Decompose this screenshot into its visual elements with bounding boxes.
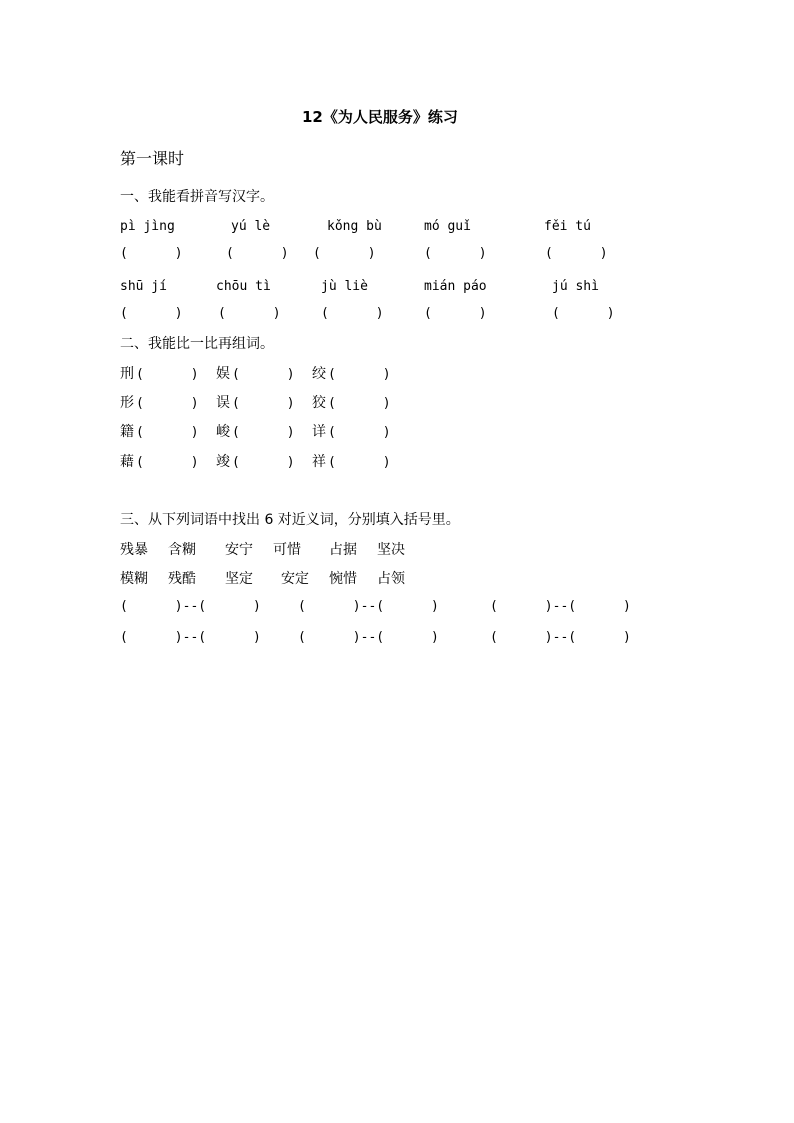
word-item: 安宁: [225, 542, 253, 558]
compare-char: 娱: [216, 366, 230, 382]
compare-char: 峻: [216, 424, 230, 440]
answer-blank: ( ): [552, 306, 615, 321]
compare-char: 刑: [120, 366, 134, 382]
compare-char: 藉: [120, 454, 134, 470]
compare-char: 形: [120, 395, 134, 411]
answer-blank: ( ): [226, 246, 289, 261]
pinyin-item: fěi tú: [544, 219, 591, 234]
answer-blank: ( ): [136, 367, 199, 382]
answer-blank: ( ): [424, 306, 487, 321]
answer-blank: ( ): [321, 306, 384, 321]
synonym-pair-blank: ( )--( ): [298, 630, 439, 645]
answer-blank: ( ): [136, 425, 199, 440]
word-item: 模糊: [120, 571, 148, 587]
answer-blank: ( ): [218, 306, 281, 321]
synonym-pair-blank: ( )--( ): [298, 599, 439, 614]
answer-blank: ( ): [328, 367, 391, 382]
answer-blank: ( ): [328, 396, 391, 411]
pinyin-item: mó guǐ: [424, 219, 471, 234]
pinyin-item: chōu tì: [216, 279, 271, 294]
synonym-pair-blank: ( )--( ): [490, 630, 631, 645]
pinyin-item: yú lè: [231, 219, 271, 234]
compare-char: 绞: [312, 366, 326, 382]
answer-blank: ( ): [136, 396, 199, 411]
pinyin-item: shū jí: [120, 279, 167, 294]
answer-blank: ( ): [328, 425, 391, 440]
pinyin-item: jú shì: [552, 279, 599, 294]
answer-blank: ( ): [136, 455, 199, 470]
pinyin-item: kǒng bù: [327, 219, 382, 234]
word-item: 残酷: [168, 571, 196, 587]
pinyin-item: mián páo: [424, 279, 487, 294]
answer-blank: ( ): [232, 367, 295, 382]
worksheet-title: 12《为人民服务》练习: [302, 108, 458, 126]
word-item: 含糊: [168, 542, 196, 558]
compare-char: 误: [216, 395, 230, 411]
answer-blank: ( ): [232, 425, 295, 440]
word-item: 残暴: [120, 542, 148, 558]
word-item: 占据: [329, 542, 357, 558]
section3-heading: 三、从下列词语中找出 6 对近义词，分别填入括号里。: [120, 512, 460, 528]
answer-blank: ( ): [328, 455, 391, 470]
synonym-pair-blank: ( )--( ): [490, 599, 631, 614]
pinyin-item: jù liè: [321, 279, 368, 294]
compare-char: 祥: [312, 454, 326, 470]
word-item: 安定: [281, 571, 309, 587]
compare-char: 狡: [312, 395, 326, 411]
word-item: 占领: [377, 571, 405, 587]
compare-char: 详: [312, 424, 326, 440]
lesson-label: 第一课时: [120, 149, 185, 168]
synonym-pair-blank: ( )--( ): [120, 630, 261, 645]
answer-blank: ( ): [232, 396, 295, 411]
word-item: 惋惜: [329, 571, 357, 587]
answer-blank: ( ): [232, 455, 295, 470]
answer-blank: ( ): [120, 306, 183, 321]
synonym-pair-blank: ( )--( ): [120, 599, 261, 614]
compare-char: 籍: [120, 424, 134, 440]
word-item: 可惜: [273, 542, 301, 558]
word-item: 坚定: [225, 571, 253, 587]
answer-blank: ( ): [313, 246, 376, 261]
section2-heading: 二、我能比一比再组词。: [120, 336, 274, 352]
answer-blank: ( ): [545, 246, 608, 261]
pinyin-item: pì jìng: [120, 219, 175, 234]
section1-heading: 一、我能看拼音写汉字。: [120, 189, 274, 205]
answer-blank: ( ): [424, 246, 487, 261]
answer-blank: ( ): [120, 246, 183, 261]
word-item: 坚决: [377, 542, 405, 558]
compare-char: 竣: [216, 454, 230, 470]
